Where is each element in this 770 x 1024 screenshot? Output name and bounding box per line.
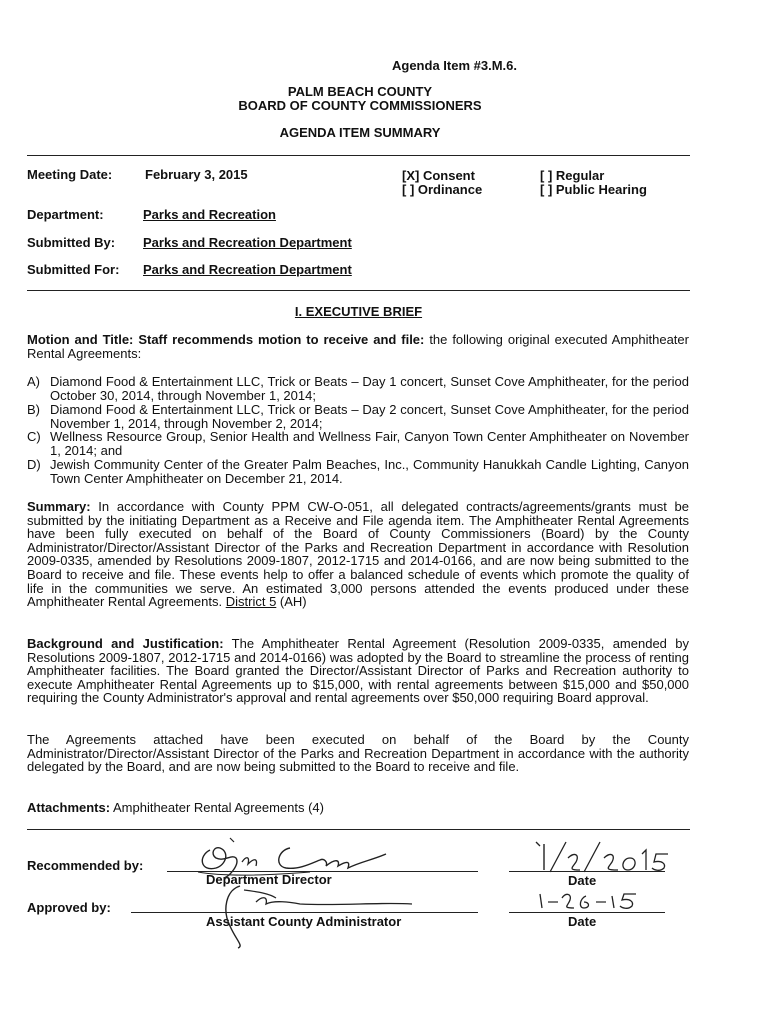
summary-paragraph: [27, 500, 689, 609]
background-paragraph: [27, 637, 689, 705]
executive-brief-heading: I. EXECUTIVE BRIEF: [294, 304, 423, 319]
submitted-for-value: Parks and Recreation Department: [143, 262, 352, 277]
motion-label: Motion and Title: Staff recommends motion to receive and file:: [27, 332, 425, 347]
list-item-text: Wellness Resource Group, Senior Health and Wellness Fair, Canyon Town Center Amphitheater on November 1, 2014; and: [50, 429, 689, 458]
summary-label: Summary:: [27, 499, 91, 514]
list-item-label: C): [27, 429, 41, 444]
submitted-by-label: Submitted By:: [27, 235, 116, 250]
divider-middle: [27, 290, 690, 291]
submitted-by-value: Parks and Recreation Department: [143, 235, 352, 250]
attachments-line: [27, 801, 689, 815]
recommended-date-label: Date: [568, 873, 597, 888]
divider-top: [27, 155, 690, 156]
list-item-c: [27, 430, 689, 457]
divider-bottom: [27, 829, 690, 830]
submitted-for-label: Submitted For:: [27, 262, 120, 277]
list-item-text: Jewish Community Center of the Greater Palm Beaches, Inc., Community Hanukkah Candle Lighting, Canyon Town Center Amphitheater on December 21, 2014.: [50, 457, 689, 486]
attachments-label: Attachments:: [27, 800, 111, 815]
agreements-paragraph: [27, 733, 689, 774]
agreements-text: The Agreements attached have been executed on behalf of the Board by the County Administrator/Director/Assistant Director of the Parks and Recreation Department in accordance with the authority delegated by the Board, and are now being submitted to the Board to receive and file.: [27, 732, 689, 775]
list-item-b: [27, 403, 689, 430]
county-name: PALM BEACH COUNTY: [287, 84, 433, 99]
background-text: The Amphitheater Rental Agreement (Resolution 2009-0335, amended by Resolutions 2009-1807, 2012-1715 and 2014-0166) was adopted by the Board to streamline the process of renting Amphitheater facilities. The Board granted the Director/Assistant Director of Parks and Recreation authority to execute Amphitheater Rental Agreements up to $15,000, with rental agreements between $15,000 and $50,000 requiring the County Administrator's approval and rental agreements over $50,000 requiring Board approval.: [27, 636, 689, 706]
recommended-date-handwriting: [510, 836, 670, 878]
ordinance-option: [ ] Ordinance: [402, 182, 483, 197]
district-suffix: (AH): [279, 594, 307, 610]
list-item-a: [27, 375, 689, 402]
district-link: District 5: [225, 594, 277, 610]
board-name: BOARD OF COUNTY COMMISSIONERS: [238, 98, 482, 113]
list-item-text: Diamond Food & Entertainment LLC, Trick or Beats – Day 1 concert, Sunset Cove Amphitheater, for the period October 30, 2014, through November 1, 2014;: [50, 374, 689, 403]
administrator-signature-image: [200, 880, 420, 950]
list-item-label: B): [27, 402, 40, 417]
approved-date-handwriting: [530, 888, 650, 914]
motion-paragraph: [27, 333, 689, 360]
department-label: Department:: [27, 207, 104, 222]
approved-date-label: Date: [568, 914, 597, 929]
background-label: Background and Justification:: [27, 636, 224, 651]
agenda-summary-title: AGENDA ITEM SUMMARY: [279, 125, 441, 140]
recommended-by-label: Recommended by:: [27, 858, 144, 873]
list-item-label: A): [27, 374, 40, 389]
meeting-date-value: February 3, 2015: [145, 167, 248, 182]
public-hearing-option: [ ] Public Hearing: [540, 182, 647, 197]
meeting-date-label: Meeting Date:: [27, 167, 113, 182]
consent-option: [X] Consent: [402, 168, 475, 183]
agenda-item-number: Agenda Item #3.M.6.: [392, 58, 517, 73]
attachments-value: Amphitheater Rental Agreements (4): [112, 800, 324, 815]
list-item-label: D): [27, 457, 41, 472]
summary-text: In accordance with County PPM CW-O-051, all delegated contracts/agreements/grants must be submitted by the initiating Department as a Receive and File agenda item. The Amphitheater Rental Agreements have been fully executed on behalf of the Board of County Commissioners (Board) by the County Administrator/Director/Assistant Director of the Parks and Recreation Department in accordance with Resolution 2009-0335, amended by Resolutions 2009-1807, 2012-1715 and 2014-0166, and are now being submitted to the Board to receive and file. These events help to offer a balanced schedule of events which promote the quality of life in the communities we serve. An estimated 3,000 persons attended the events produced under these Amphitheater Rental Agreements.: [27, 499, 689, 610]
list-item-text: Diamond Food & Entertainment LLC, Trick or Beats – Day 2 concert, Sunset Cove Amphitheater, for the period November 1, 2014, through November 2, 2014;: [50, 402, 689, 431]
list-item-d: [27, 458, 689, 485]
approved-by-label: Approved by:: [27, 900, 111, 915]
motion-text: the following original executed Amphitheater Rental Agreements:: [27, 332, 689, 361]
director-signature-image: [190, 832, 390, 882]
department-value: Parks and Recreation: [143, 207, 276, 222]
regular-option: [ ] Regular: [540, 168, 605, 183]
approved-role: Assistant County Administrator: [206, 914, 402, 929]
recommended-role: Department Director: [206, 872, 332, 887]
